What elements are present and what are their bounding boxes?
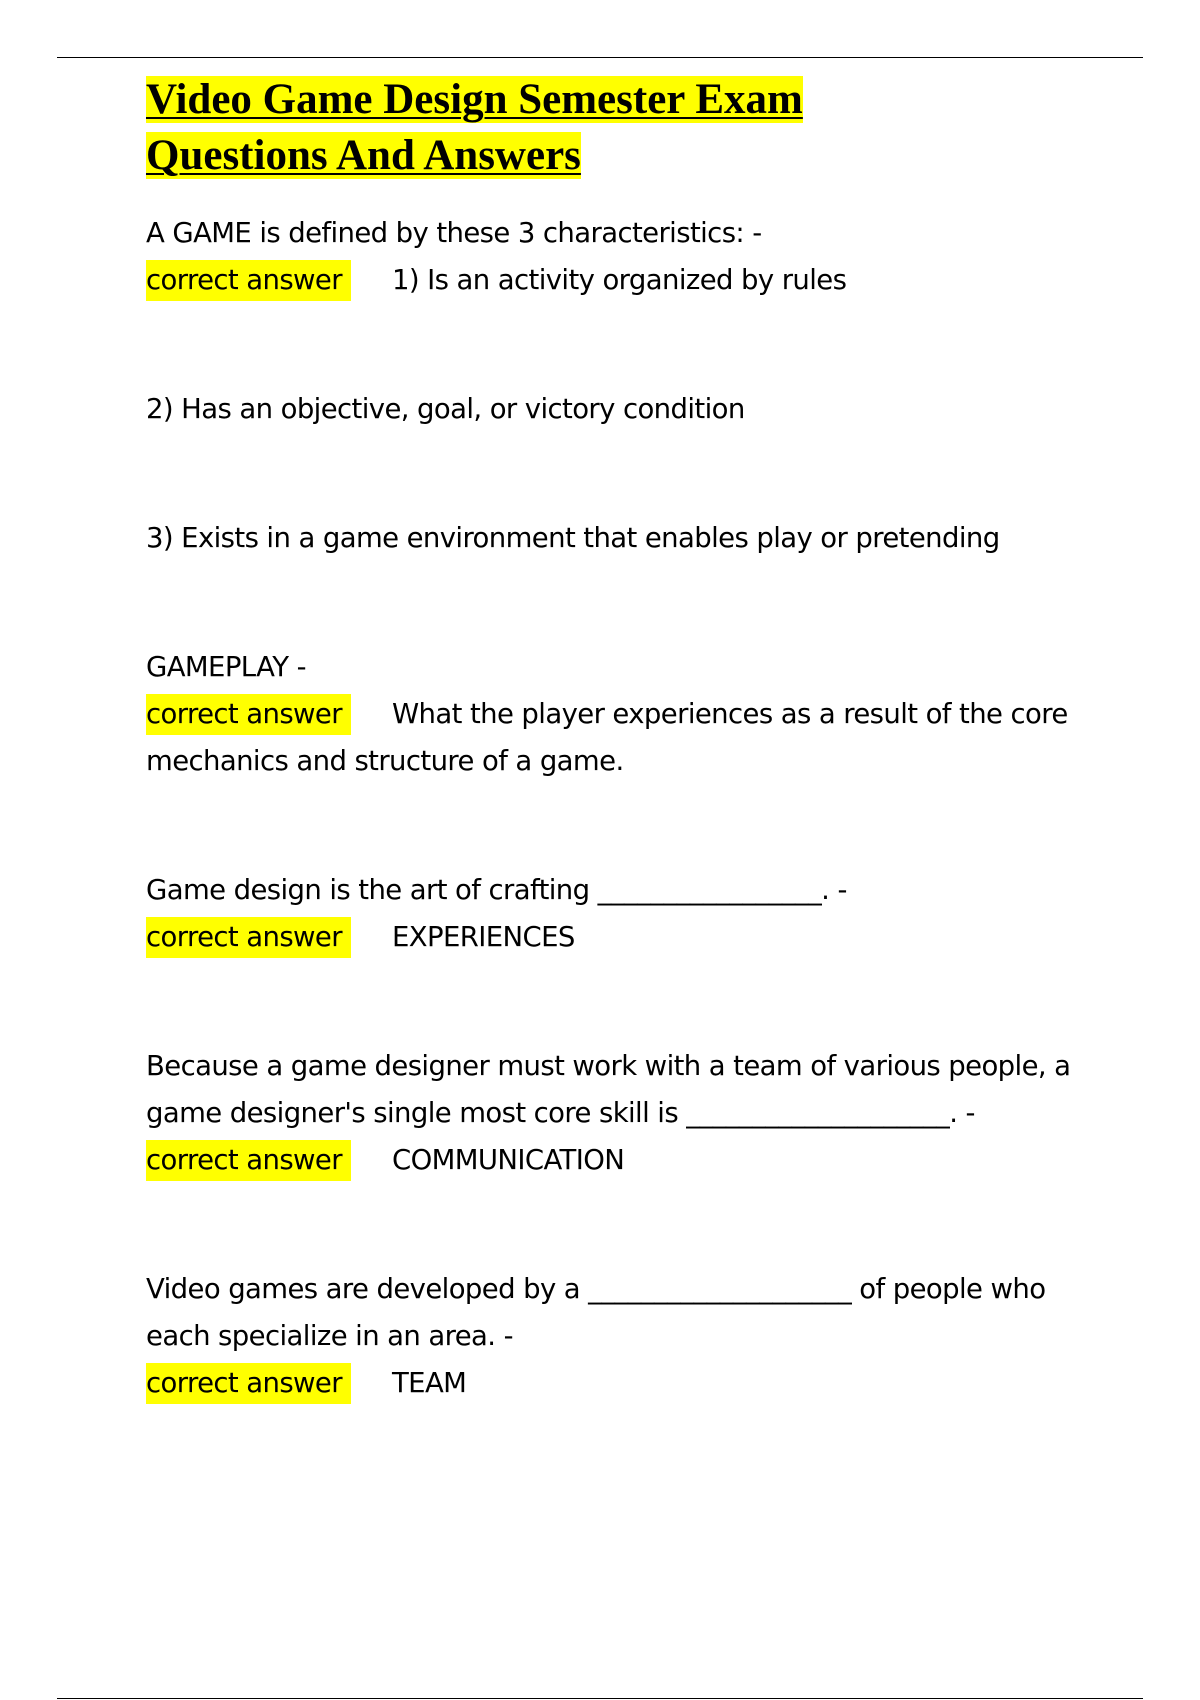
document-body (146, 72, 1106, 1407)
question-text: Game design is the art of crafting _________________. - (146, 874, 847, 906)
answer-extra-line: 3) Exists in a game environment that enables play or pretending (146, 522, 1000, 554)
qa-item (146, 1266, 1106, 1407)
bottom-rule (57, 1698, 1143, 1699)
question-text: Because a game designer must work with a team of various people, a game designer's single most core skill is ____________________. - (146, 1050, 1071, 1129)
answer-text: What the player experiences as a result of the core mechanics and structure of a game. (146, 698, 1068, 777)
qa-item (146, 867, 1106, 961)
top-rule (57, 57, 1143, 58)
document-title (146, 72, 906, 184)
qa-item (146, 1043, 1106, 1184)
answer-label: correct answer (146, 694, 351, 735)
answer-label: correct answer (146, 1363, 351, 1404)
document-title-text: Video Game Design Semester Exam Questions And Answers (146, 76, 803, 179)
answer-line (146, 691, 1106, 785)
answer-label: correct answer (146, 917, 351, 958)
qa-item (146, 644, 1106, 785)
answer-text: EXPERIENCES (391, 921, 575, 953)
answer-text: COMMUNICATION (391, 1144, 625, 1176)
answer-line (146, 1360, 1106, 1407)
answer-extra-line: 2) Has an objective, goal, or victory condition (146, 393, 745, 425)
answer-line (146, 914, 1106, 961)
answer-label: correct answer (146, 1140, 351, 1181)
answer-label: correct answer (146, 260, 351, 301)
answer-text: 1) Is an activity organized by rules (391, 264, 847, 296)
question-text: Video games are developed by a ____________________ of people who each specialize in an area. - (146, 1273, 1046, 1352)
answer-line (146, 1137, 1106, 1184)
answer-line (146, 257, 1106, 304)
question-text: A GAME is defined by these 3 characteristics: - (146, 217, 762, 249)
qa-item (146, 210, 1106, 562)
question-text: GAMEPLAY - (146, 651, 306, 683)
answer-text: TEAM (391, 1367, 467, 1399)
